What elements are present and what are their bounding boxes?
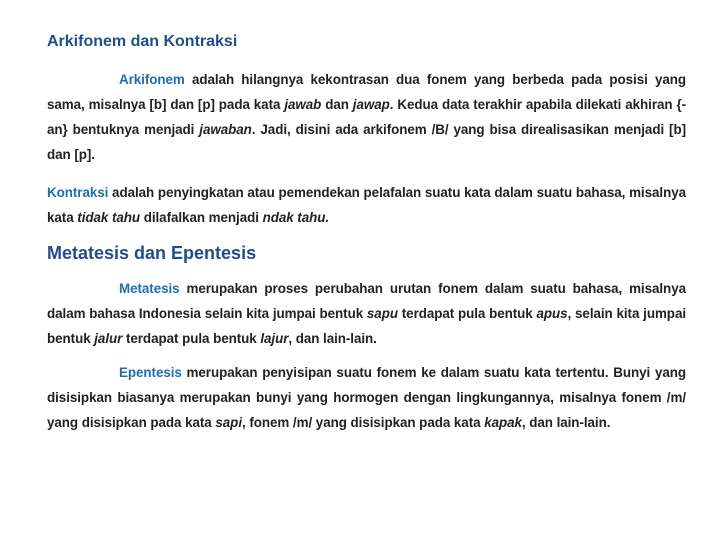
paragraph-epentesis xyxy=(47,360,686,435)
term-arkifonem: Arkifonem xyxy=(119,72,185,87)
example-word: tidak tahu xyxy=(77,210,141,225)
example-word: jalur xyxy=(94,331,123,346)
text: merupakan penyisipan suatu fonem ke dalam suatu kata tertentu. Bunyi yang disisipkan biasanya merupakan bunyi yang hormogen dengan lingkungannya, misalnya fonem /m/ yang disisipkan pada kata xyxy=(47,365,686,430)
text: terdapat pula bentuk xyxy=(397,306,537,321)
example-word: apus xyxy=(536,306,568,321)
term-kontraksi: Kontraksi xyxy=(47,185,109,200)
heading-arkifonem-kontraksi: Arkifonem dan Kontraksi xyxy=(47,33,238,50)
example-word: lajur xyxy=(260,331,289,346)
example-word: jawap xyxy=(352,97,390,112)
text: terdapat pula bentuk xyxy=(122,331,261,346)
paragraph-metatesis xyxy=(47,276,686,351)
example-word: jawab xyxy=(284,97,322,112)
paragraph-kontraksi xyxy=(47,180,686,230)
example-word: sapu xyxy=(366,306,398,321)
text: adalah hilangnya kekontrasan dua fonem yang berbeda pada posisi yang sama, misalnya [b] dan [p] pada kata xyxy=(47,72,686,112)
example-word: sapi xyxy=(215,415,242,430)
text: adalah penyingkatan atau pemendekan pelafalan suatu kata dalam suatu bahasa, misalnya kata xyxy=(47,185,686,225)
paragraph-arkifonem xyxy=(47,67,686,167)
text: , dan lain-lain. xyxy=(521,415,611,430)
example-word: ndak tahu. xyxy=(262,210,330,225)
example-word: jawaban xyxy=(199,122,252,137)
heading-metatesis-epentesis: Metatesis dan Epentesis xyxy=(47,243,257,263)
term-metatesis: Metatesis xyxy=(119,281,180,296)
text: dan xyxy=(321,97,353,112)
text: , fonem /m/ yang disisipkan pada kata xyxy=(242,415,485,430)
term-epentesis: Epentesis xyxy=(119,365,182,380)
text: . Kedua data terakhir apabila dilekati akhiran {-an} bentuknya menjadi xyxy=(47,97,687,137)
text: merupakan proses perubahan urutan fonem dalam suatu bahasa, misalnya dalam bahasa Indonesia selain kita jumpai bentuk xyxy=(47,281,686,321)
example-word: kapak xyxy=(484,415,522,430)
text: , selain kita jumpai bentuk xyxy=(47,306,687,346)
text: dilafalkan menjadi xyxy=(140,210,263,225)
text: , dan lain-lain. xyxy=(288,331,377,346)
text: . Jadi, disini ada arkifonem /B/ yang bisa direalisasikan menjadi [b] dan [p]. xyxy=(47,122,687,162)
